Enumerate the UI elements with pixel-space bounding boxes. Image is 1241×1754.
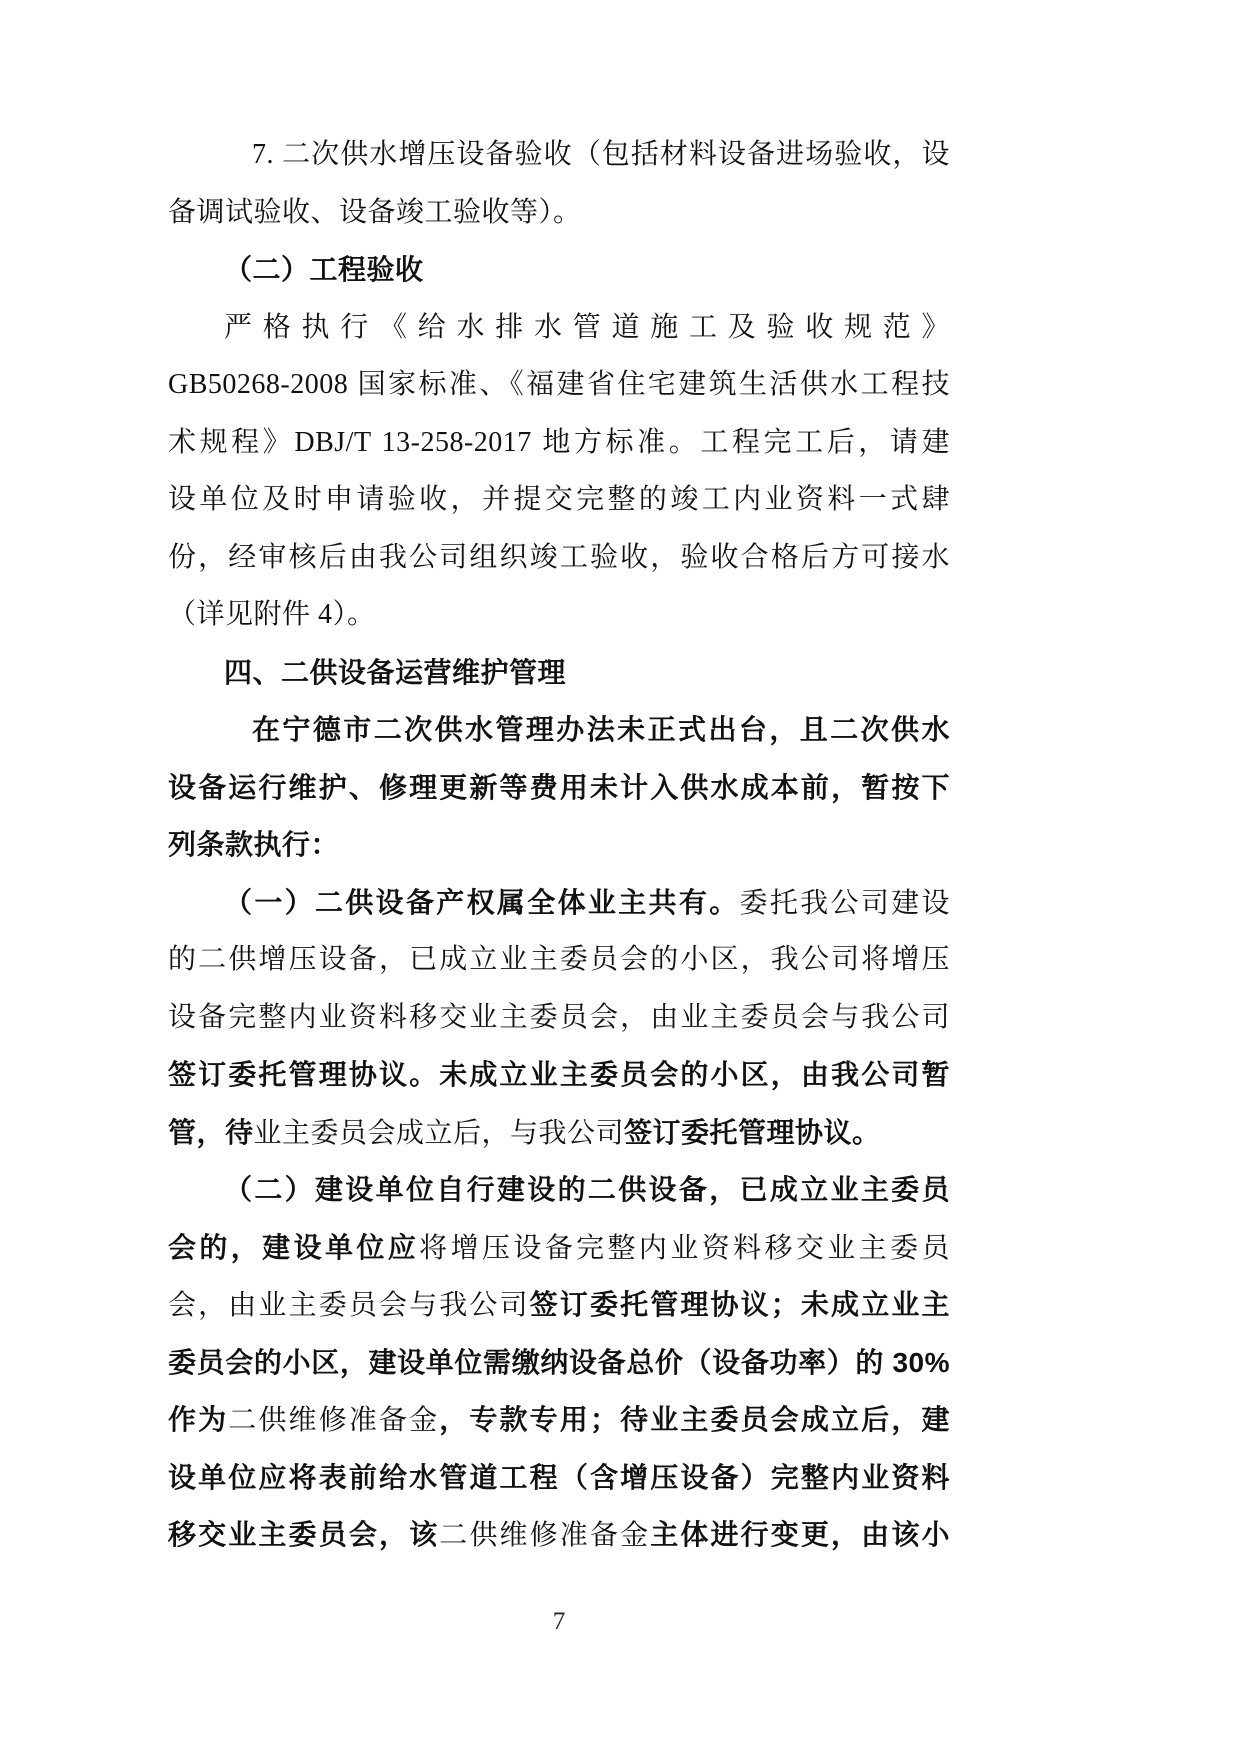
text-line	[168, 184, 950, 242]
text-line	[168, 241, 950, 299]
bold-text-run: 会的，建设单位应	[168, 1231, 420, 1263]
text-line	[168, 1161, 950, 1219]
text-run: 设备完整内业资料移交业主委员会，由业主委员会与我公司	[168, 1001, 950, 1033]
bold-text-run: ，专款专用；待业主委员会成立后，建	[439, 1404, 950, 1435]
bold-text-run: 管，待	[168, 1116, 254, 1148]
text-line	[168, 701, 950, 759]
text-run: 术规程》DBJ/T 13-258-2017 地方标准。工程完工后，请建	[168, 426, 950, 458]
bold-text-run: 列条款执行：	[168, 829, 340, 860]
text-line	[168, 931, 950, 989]
text-line	[168, 1506, 950, 1564]
text-line	[168, 126, 950, 184]
text-line	[168, 299, 950, 357]
text-run: 二供维修准备金	[439, 1520, 651, 1551]
text-line	[168, 1334, 950, 1392]
bold-text-run: 设单位应将表前给水管道工程（含增压设备）完整内业资料	[168, 1461, 950, 1493]
text-run: 设单位及时申请验收，并提交完整的竣工内业资料一式肆	[168, 484, 950, 515]
text-run: 7. 二次供水增压设备验收（包括材料设备进场验收，设	[252, 139, 950, 170]
text-run: 备调试验收、设备竣工验收等）。	[168, 196, 582, 228]
text-line	[168, 471, 950, 529]
bold-text-run: 在宁德市二次供水管理办法未正式出台，且二次供水	[252, 714, 950, 745]
page-number: 7	[552, 1608, 566, 1635]
text-run: 委托我公司建设	[739, 887, 950, 919]
bold-text-run: 签订委托管理协议；未成立业主	[529, 1289, 950, 1320]
bold-text-run: 签订委托管理协议。	[624, 1116, 881, 1148]
text-line	[168, 1104, 950, 1162]
text-line	[168, 644, 950, 702]
text-run: 严格执行《给水排水管道施工及验收规范》	[224, 311, 950, 343]
text-line	[168, 816, 950, 874]
bold-text-run: 签订委托管理协议。未成立业主委员会的小区，由我公司暂	[168, 1059, 950, 1090]
text-line	[168, 1391, 950, 1449]
bold-text-run: 委员会的小区，建设单位需缴纳设备总价（设备功率）的 30%	[168, 1346, 950, 1378]
text-line	[168, 586, 950, 644]
text-run: （详见附件 4）。	[168, 599, 376, 630]
text-run: 会，由业主委员会与我公司	[168, 1290, 530, 1321]
bold-text-run: 作为	[168, 1404, 229, 1435]
text-run: 的二供增压设备，已成立业主委员会的小区，我公司将增压	[168, 944, 950, 975]
text-run: 业主委员会成立后，与我公司	[253, 1117, 625, 1149]
text-line	[168, 529, 950, 587]
text-run: 二供维修准备金	[228, 1405, 440, 1436]
text-line	[168, 1219, 950, 1277]
text-line	[168, 874, 950, 932]
bold-text-run: 设备运行维护、修理更新等费用未计入供水成本前，暂按下	[168, 771, 950, 803]
text-run: 将增压设备完整内业资料移交业主委员	[419, 1232, 950, 1264]
bold-text-run: （一）二供设备产权属全体业主共有。	[224, 886, 740, 918]
bold-text-run: （二）建设单位自行建设的二供设备，已成立业主委员	[224, 1174, 950, 1205]
text-line	[168, 414, 950, 472]
bold-text-run: 四、二供设备运营维护管理	[224, 656, 567, 688]
document-content	[168, 126, 950, 1564]
bold-text-run: 移交业主委员会，该	[168, 1519, 440, 1550]
bold-text-run: 主体进行变更，由该小	[650, 1519, 950, 1550]
text-line	[168, 356, 950, 414]
text-line	[168, 989, 950, 1047]
text-run: GB50268-2008 国家标准、《福建省住宅建筑生活供水工程技	[168, 369, 950, 400]
bold-text-run: （二）工程验收	[224, 254, 424, 285]
text-run: 份，经审核后由我公司组织竣工验收，验收合格后方可接水	[168, 541, 950, 573]
text-line	[168, 1276, 950, 1334]
text-line	[168, 1046, 950, 1104]
text-line	[168, 759, 950, 817]
text-line	[168, 1449, 950, 1507]
